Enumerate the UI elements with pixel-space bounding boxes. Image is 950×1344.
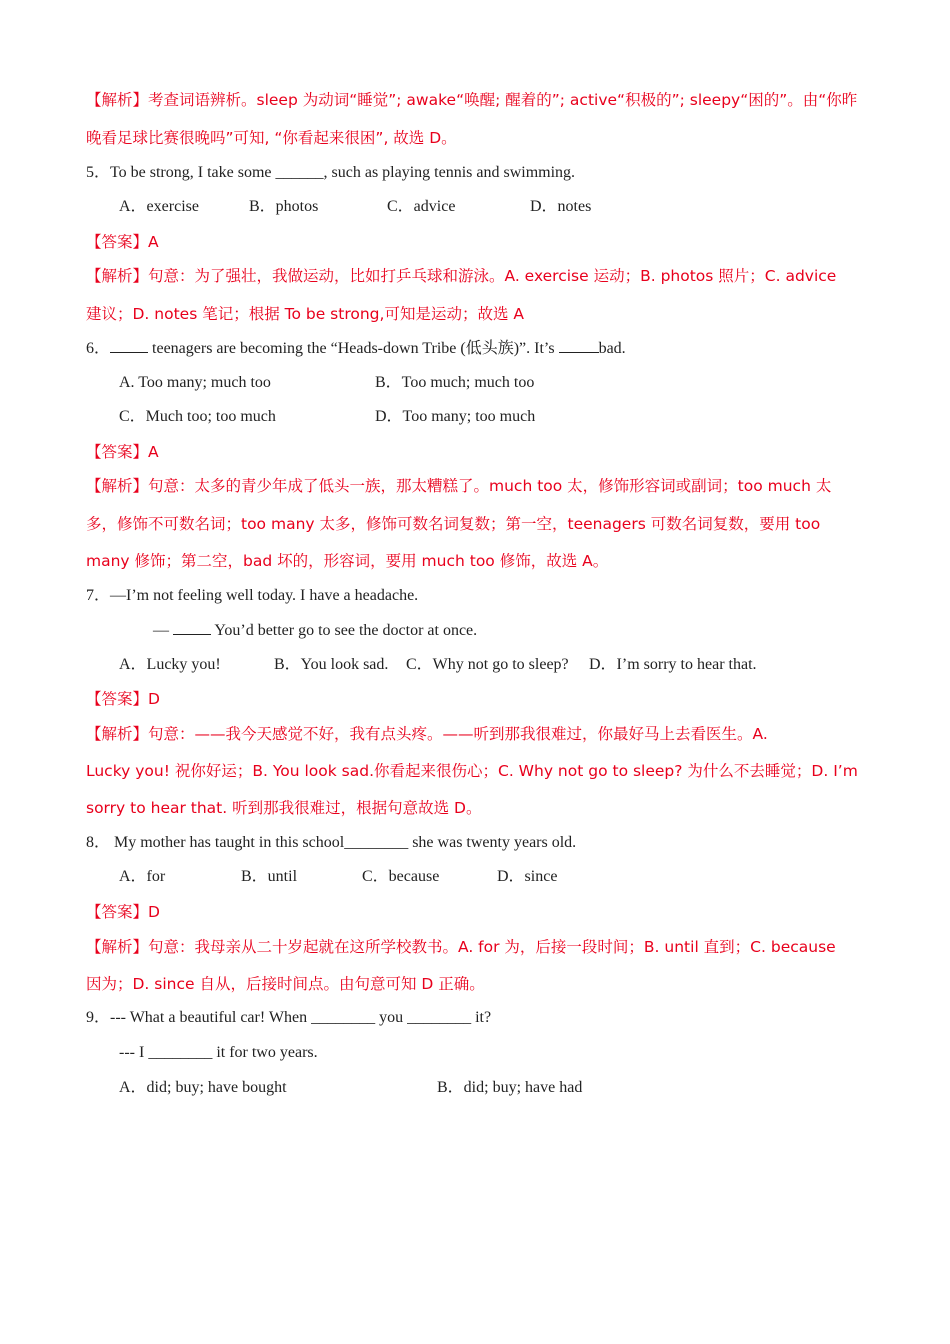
q5-analysis-line-1: 【解析】句意：为了强壮，我做运动，比如打乒乓球和游泳。A. exercise 运动；B. photos 照片；C. advice — [86, 267, 837, 285]
q6-option-a: A. Too many; much too — [119, 374, 271, 391]
q7-stem: 7．—I’m not feeling well today. I have a headache. — [86, 587, 419, 604]
q8-stem: 8． My mother has taught in this school________ she was twenty years old. — [86, 834, 577, 851]
q5-option-d: D．notes — [530, 198, 592, 215]
q9-option-a: A．did; buy; have bought — [119, 1079, 287, 1096]
q7-analysis-line-1: 【解析】句意：——我今天感觉不好，我有点头疼。——听到那我很难过，你最好马上去看医生。A. — [86, 725, 768, 743]
q6-stem-end: bad. — [598, 340, 626, 357]
q4-analysis-line-1: 【解析】考查词语辨析。sleep 为动词“睡觉”; awake“唤醒; 醒着的”; active“积极的”; sleepy“困的”。由“你昨 — [86, 91, 858, 109]
q5-stem: 5．To be strong, I take some ______, such as playing tennis and swimming. — [86, 164, 576, 181]
q6-option-d: D．Too many; too much — [375, 408, 536, 425]
q8-option-c: C．because — [362, 868, 440, 885]
q9-reply: --- I ________ it for two years. — [119, 1044, 318, 1061]
q8-option-b: B．until — [241, 868, 298, 885]
q7-option-c: C．Why not go to sleep? — [406, 656, 569, 673]
q6-answer: 【答案】A — [86, 443, 159, 461]
q6-option-c: C．Much too; too much — [119, 408, 276, 425]
q8-answer: 【答案】D — [86, 903, 160, 921]
q7-reply-rest: You’d better go to see the doctor at once. — [211, 622, 478, 639]
q7-answer: 【答案】D — [86, 690, 160, 708]
q7-option-a: A．Lucky you! — [119, 656, 221, 673]
q5-option-a: A．exercise — [119, 198, 199, 215]
q7-blank — [173, 620, 211, 635]
q6-analysis-line-1: 【解析】句意：太多的青少年成了低头一族，那太糟糕了。much too 太，修饰形容词或副词；too much 太 — [86, 477, 832, 495]
q6-number: 6． — [86, 340, 111, 357]
q7-option-d: D．I’m sorry to hear that. — [589, 656, 757, 673]
q6-blank-1 — [110, 338, 148, 353]
q7-reply-dash: — — [153, 622, 173, 639]
q9-option-b: B．did; buy; have had — [437, 1079, 583, 1096]
q8-analysis-line-2: 因为；D. since 自从，后接时间点。由句意可知 D 正确。 — [86, 975, 485, 993]
q8-analysis-line-1: 【解析】句意：我母亲从二十岁起就在这所学校教书。A. for 为，后接一段时间；B. until 直到；C. because — [86, 938, 836, 956]
q6-stem — [86, 338, 626, 359]
q7-analysis-line-3: sorry to hear that. 听到那我很难过，根据句意故选 D。 — [86, 799, 482, 817]
q6-analysis-line-3: many 修饰；第二空，bad 坏的，形容词，要用 much too 修饰，故选 A。 — [86, 552, 609, 570]
q5-answer: 【答案】A — [86, 233, 159, 251]
q5-option-b: B．photos — [249, 198, 319, 215]
q6-blank-2 — [559, 338, 599, 353]
q6-analysis-line-2: 多，修饰不可数名词；too many 太多，修饰可数名词复数；第一空，teenagers 可数名词复数，要用 too — [86, 515, 821, 533]
q7-reply — [153, 620, 477, 641]
q6-option-b: B．Too much; much too — [375, 374, 535, 391]
q9-stem: 9．--- What a beautiful car! When ________ you ________ it? — [86, 1009, 492, 1026]
q6-stem-middle: teenagers are becoming the “Heads-down Tribe (低头族)”. It’s — [148, 340, 559, 357]
q8-option-a: A．for — [119, 868, 166, 885]
q5-analysis-line-2: 建议；D. notes 笔记；根据 To be strong,可知是运动；故选 A — [86, 305, 524, 323]
q7-analysis-line-2: Lucky you! 祝你好运；B. You look sad.你看起来很伤心；C. Why not go to sleep? 为什么不去睡觉；D. I’m — [86, 762, 858, 780]
q5-option-c: C．advice — [387, 198, 456, 215]
q7-option-b: B．You look sad. — [274, 656, 389, 673]
q8-option-d: D．since — [497, 868, 558, 885]
q4-analysis-line-2: 晚看足球比赛很晚吗”可知, “你看起来很困”, 故选 D。 — [86, 129, 457, 147]
